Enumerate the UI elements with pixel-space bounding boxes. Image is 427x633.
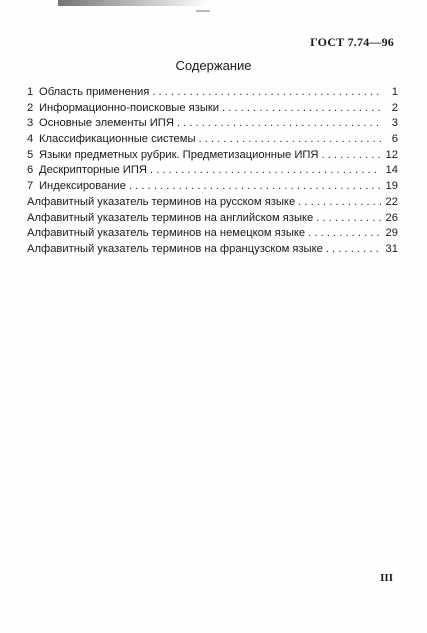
- toc-entry-page: 26: [385, 211, 398, 224]
- toc-leader-dots: [321, 148, 381, 164]
- toc-leader-dots: [150, 163, 381, 179]
- toc-leader-dots: [222, 101, 381, 117]
- toc-entry-label: Информационно-поисковые языки: [39, 101, 220, 114]
- toc-entry-label: Алфавитный указатель терминов на французском языке: [27, 242, 323, 255]
- toc-entry-label: Классификационные системы: [39, 133, 196, 146]
- toc-entry-page: 6: [391, 133, 398, 146]
- toc-entry-index-ru[interactable]: [27, 195, 398, 211]
- scan-artifact-top: [58, 0, 208, 6]
- toc-entry-label: Алфавитный указатель терминов на английском языке: [27, 211, 314, 224]
- toc-entry-3[interactable]: [27, 116, 398, 132]
- toc-entry-page: 31: [385, 242, 398, 255]
- toc-entry-page: 14: [385, 164, 398, 177]
- toc-entry-4[interactable]: [27, 132, 398, 148]
- toc-entry-page: 2: [391, 101, 398, 114]
- toc-entry-number: 6: [27, 164, 34, 177]
- toc-entry-index-de[interactable]: [27, 226, 398, 242]
- toc-entry-number: 3: [27, 117, 34, 130]
- toc-entry-number: 2: [27, 101, 34, 114]
- toc-entry-index-en[interactable]: [27, 211, 398, 227]
- toc-entry-1[interactable]: [27, 85, 398, 101]
- toc-entry-number: 1: [27, 86, 34, 98]
- toc-entry-2[interactable]: [27, 101, 398, 117]
- toc-entry-page: 22: [385, 195, 398, 208]
- toc-entry-label: Индексирование: [39, 180, 126, 193]
- toc-entry-label: Алфавитный указатель терминов на немецком языке: [27, 227, 306, 240]
- toc-leader-dots: [298, 195, 381, 211]
- toc-leader-dots: [199, 132, 381, 148]
- toc-leader-dots: [308, 226, 381, 242]
- toc-entry-6[interactable]: [27, 163, 398, 179]
- toc-entry-page: 1: [391, 86, 398, 98]
- toc-title: Содержание: [175, 58, 252, 73]
- toc-entry-page: 3: [391, 117, 398, 130]
- toc-leader-dots: [129, 179, 381, 195]
- toc-entry-label: Языки предметных рубрик. Предметизационные ИПЯ: [39, 148, 319, 161]
- toc-entry-label: Область применения: [39, 86, 150, 98]
- toc-entry-page: 12: [385, 148, 398, 161]
- toc-entry-7[interactable]: [27, 179, 398, 195]
- toc-entry-number: 4: [27, 133, 34, 146]
- toc-entry-number: 5: [27, 148, 34, 161]
- toc-entry-5[interactable]: [27, 148, 398, 164]
- toc-leader-dots: [177, 116, 381, 132]
- toc-entry-index-fr[interactable]: [27, 242, 398, 258]
- document-code: ГОСТ 7.74—96: [310, 35, 394, 49]
- toc-entry-label: Алфавитный указатель терминов на русском языке: [27, 195, 296, 208]
- toc-entry-label: Дескрипторные ИПЯ: [39, 164, 147, 177]
- table-of-contents: [27, 85, 398, 258]
- toc-entry-number: 7: [27, 180, 34, 193]
- toc-entry-page: 29: [385, 227, 398, 240]
- toc-entry-label: Основные элементы ИПЯ: [39, 117, 174, 130]
- page-number: III: [380, 572, 393, 584]
- toc-leader-dots: [326, 242, 381, 258]
- toc-leader-dots: [316, 211, 381, 227]
- toc-leader-dots: [152, 85, 381, 101]
- toc-entry-page: 19: [385, 180, 398, 193]
- scan-artifact-small: [196, 10, 210, 12]
